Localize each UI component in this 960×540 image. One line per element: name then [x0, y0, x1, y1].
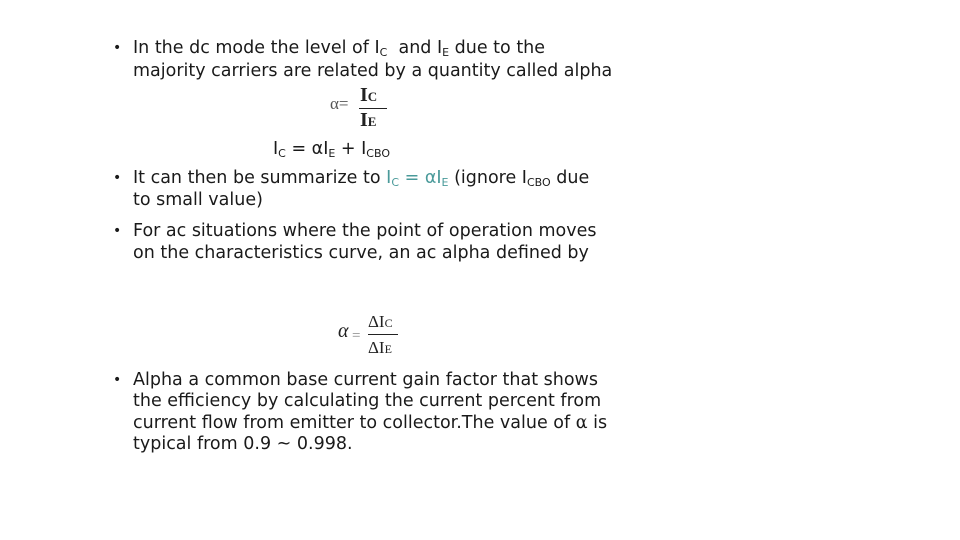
fraction-denominator: ΔIE — [368, 338, 392, 357]
bullet4-line4: typical from 0.9 ~ 0.998. — [133, 434, 353, 454]
text: and I — [398, 38, 443, 58]
alpha-lhs: α= — [330, 94, 349, 113]
equals-sign: = — [352, 328, 361, 344]
fraction-numerator: IC — [360, 84, 378, 106]
bullet3-line2: on the characteristics curve, an ac alpha defined by — [133, 243, 589, 263]
bullet-marker: • — [113, 223, 122, 239]
text: In the dc mode the level of I — [133, 38, 380, 58]
bullet4-line1: Alpha a common base current gain factor that shows — [133, 370, 598, 390]
alpha-lhs: α — [338, 320, 349, 342]
bullet-marker: • — [113, 40, 122, 56]
collector-current-equation: $I_C = \alpha I_E + I_{CBO}$ — [273, 139, 390, 160]
alpha-formula-dc — [330, 84, 400, 130]
bullet2-line1: It can then be summarize to $I_C = \alpha I_E$ (ignore $I_{CBO}$ due — [133, 168, 590, 189]
fraction-denominator: IE — [360, 109, 377, 131]
bullet4-line2: the efficiency by calculating the current percent from — [133, 391, 602, 411]
fraction-bar — [368, 334, 398, 335]
bullet-marker: • — [113, 170, 122, 186]
bullet1-line2: majority carriers are related by a quantity called alpha — [133, 61, 613, 81]
bullet2-line2: to small value) — [133, 190, 263, 210]
bullet4-line3: current flow from emitter to collector.The value of α is — [133, 413, 608, 433]
fraction-numerator: ΔIC — [368, 312, 393, 331]
alpha-symbol: α — [575, 413, 588, 433]
subscript: E — [442, 46, 450, 59]
bullet1-line1 — [133, 38, 545, 59]
bullet-marker: • — [113, 372, 122, 388]
subscript: C — [379, 46, 388, 59]
highlighted-formula: $I_C = \alpha I_E$ — [386, 168, 449, 189]
alpha-formula-ac — [338, 312, 408, 360]
bullet3-line1: For ac situations where the point of operation moves — [133, 221, 597, 241]
text: due to the — [454, 38, 546, 58]
